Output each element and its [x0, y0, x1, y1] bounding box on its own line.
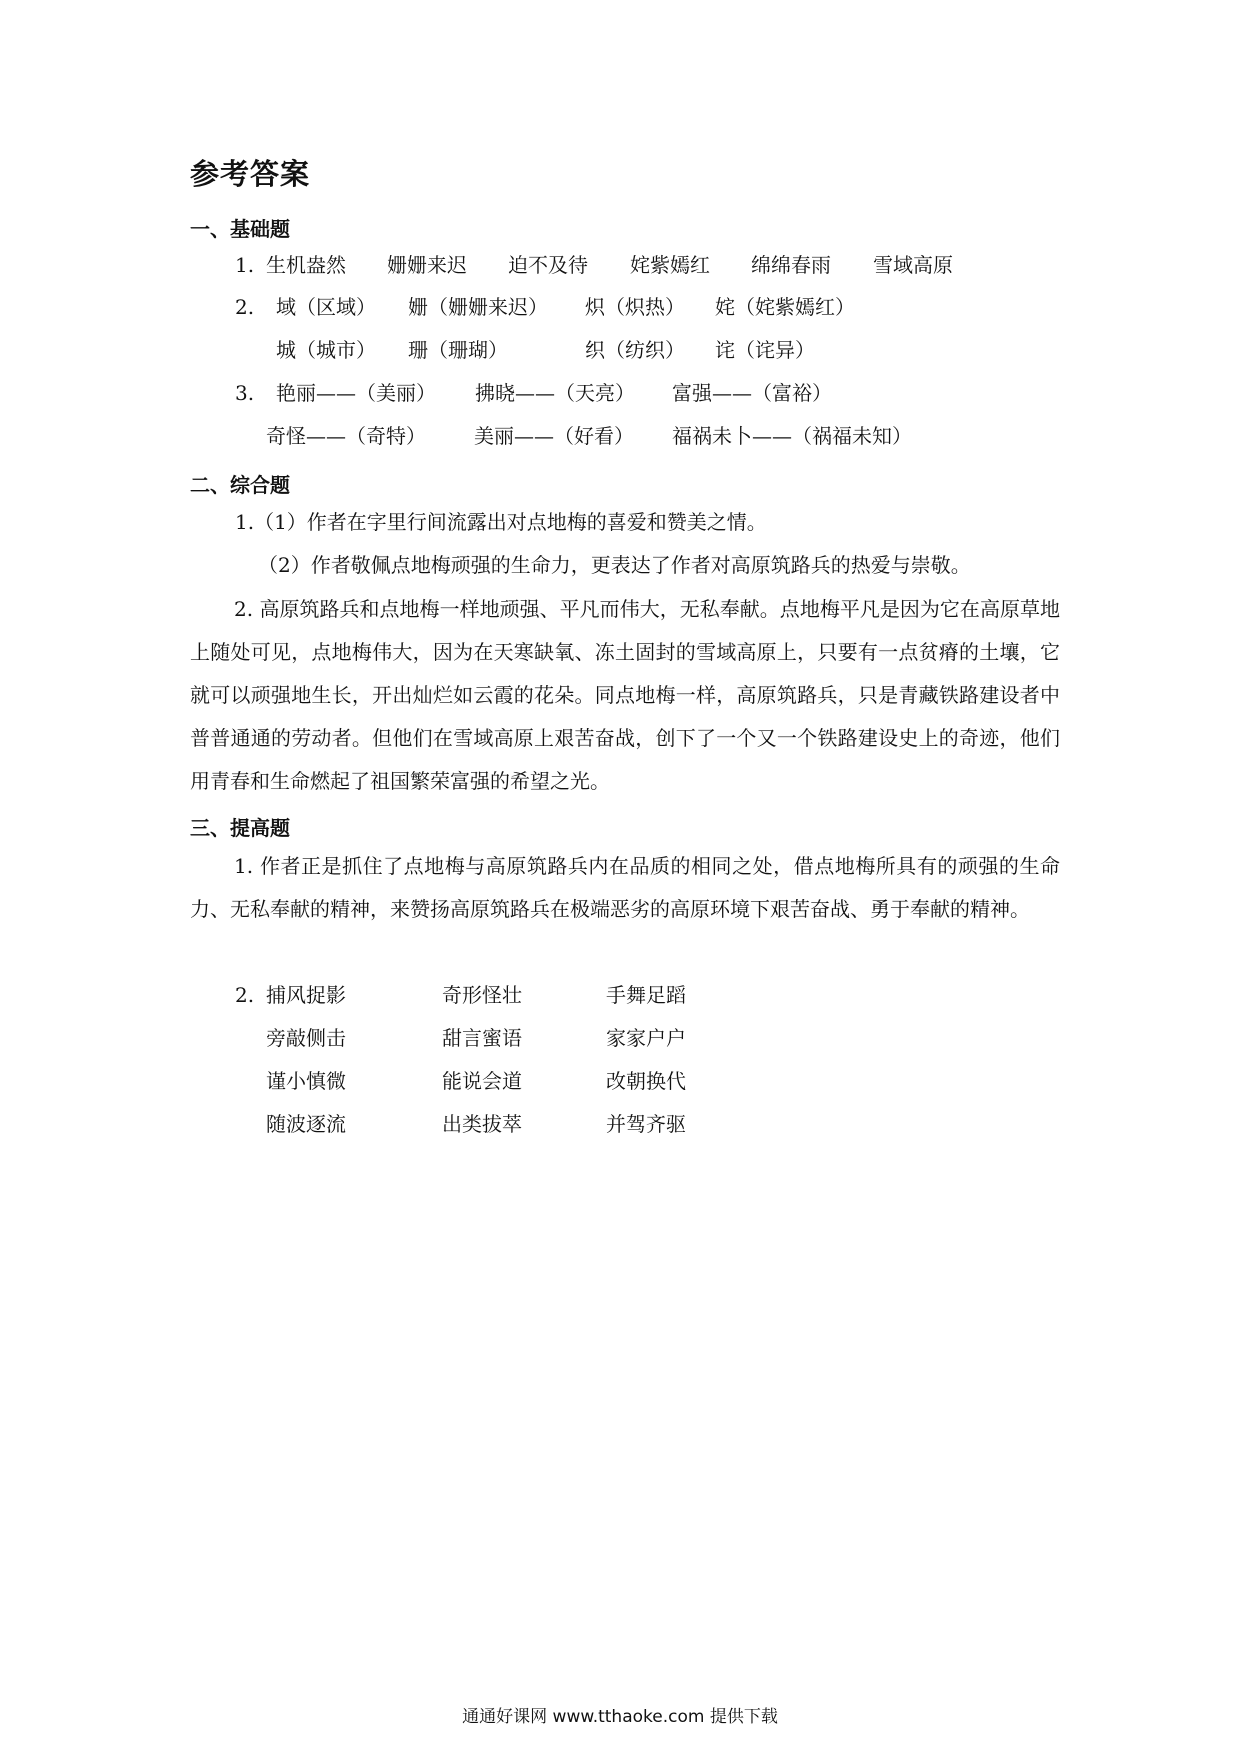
basic-q1-number: 1.	[235, 253, 255, 277]
advanced-q2-number: 2.	[235, 983, 255, 1007]
section-advanced-heading: 三、提高题	[190, 816, 290, 840]
page-footer: 通通好课网 www.tthaoke.com 提供下载	[462, 1707, 778, 1727]
basic-q2-item: 姗（姗姗来迟）	[408, 295, 548, 319]
idiom-item: 并驾齐驱	[606, 1112, 686, 1136]
idiom-item: 捕风捉影	[266, 983, 346, 1007]
comprehensive-q2-paragraph: 2. 高原筑路兵和点地梅一样地顽强、平凡而伟大，无私奉献。点地梅平凡是因为它在高原草地上随处可见，点地梅伟大，因为在天寒缺氧、冻土固封的雪域高原上，只要有一点贫瘠的土壤，它就可以顽强地生长，开出灿烂如云霞的花朵。同点地梅一样，高原筑路兵，只是青藏铁路建设者中普普通通的劳动者。但他们在雪域高原上艰苦奋战，创下了一个又一个铁路建设史上的奇迹，他们用青春和生命燃起了祖国繁荣富强的希望之光。	[190, 597, 1060, 793]
idiom-item: 奇形怪壮	[442, 983, 522, 1007]
idiom-item: 能说会道	[442, 1069, 522, 1093]
basic-q2-item: 炽（炽热）	[585, 295, 685, 319]
basic-q2-item: 织（纺织）	[585, 338, 685, 362]
page-title: 参考答案	[190, 157, 311, 191]
idiom-item: 谨小慎微	[266, 1069, 346, 1093]
idiom-item: 出类拔萃	[442, 1112, 522, 1136]
basic-q1-word: 姹紫嫣红	[630, 253, 710, 277]
idiom-item: 家家户户	[606, 1026, 686, 1050]
basic-q1-word: 绵绵春雨	[751, 253, 831, 277]
basic-q2-item: 城（城市）	[276, 338, 376, 362]
idiom-item: 随波逐流	[266, 1112, 346, 1136]
section-comprehensive-heading: 二、综合题	[190, 473, 290, 497]
basic-q2-item: 域（区域）	[276, 295, 376, 319]
basic-q3-item: 拂晓——（天亮）	[475, 381, 635, 405]
basic-q1-word: 姗姗来迟	[387, 253, 467, 277]
comprehensive-q1-part1: 1.（1）作者在字里行间流露出对点地梅的喜爱和赞美之情。	[235, 510, 767, 534]
advanced-q1-paragraph: 1. 作者正是抓住了点地梅与高原筑路兵内在品质的相同之处，借点地梅所具有的顽强的生命力、无私奉献的精神，来赞扬高原筑路兵在极端恶劣的高原环境下艰苦奋战、勇于奉献的精神。	[190, 854, 1060, 921]
basic-q1-word: 生机盎然	[266, 253, 346, 277]
idiom-item: 甜言蜜语	[442, 1026, 522, 1050]
basic-q1-word: 迫不及待	[508, 253, 588, 277]
basic-q1-word: 雪域高原	[873, 253, 953, 277]
section-basic-heading: 一、基础题	[190, 217, 290, 241]
basic-q2-item: 诧（诧异）	[715, 338, 815, 362]
basic-q2-number: 2.	[235, 295, 255, 319]
basic-q2-item: 姹（姹紫嫣红）	[715, 295, 855, 319]
basic-q3-number: 3.	[235, 381, 255, 405]
basic-q3-item: 美丽——（好看）	[474, 424, 634, 448]
idiom-item: 旁敲侧击	[266, 1026, 346, 1050]
idiom-item: 手舞足蹈	[606, 983, 686, 1007]
basic-q2-item: 珊（珊瑚）	[408, 338, 508, 362]
basic-q3-item: 福祸未卜——（祸福未知）	[672, 424, 912, 448]
basic-q3-item: 奇怪——（奇特）	[266, 424, 426, 448]
basic-q3-item: 富强——（富裕）	[672, 381, 832, 405]
basic-q3-item: 艳丽——（美丽）	[276, 381, 436, 405]
idiom-item: 改朝换代	[606, 1069, 686, 1093]
comprehensive-q1-part2: （2）作者敬佩点地梅顽强的生命力，更表达了作者对高原筑路兵的热爱与崇敬。	[258, 553, 971, 577]
